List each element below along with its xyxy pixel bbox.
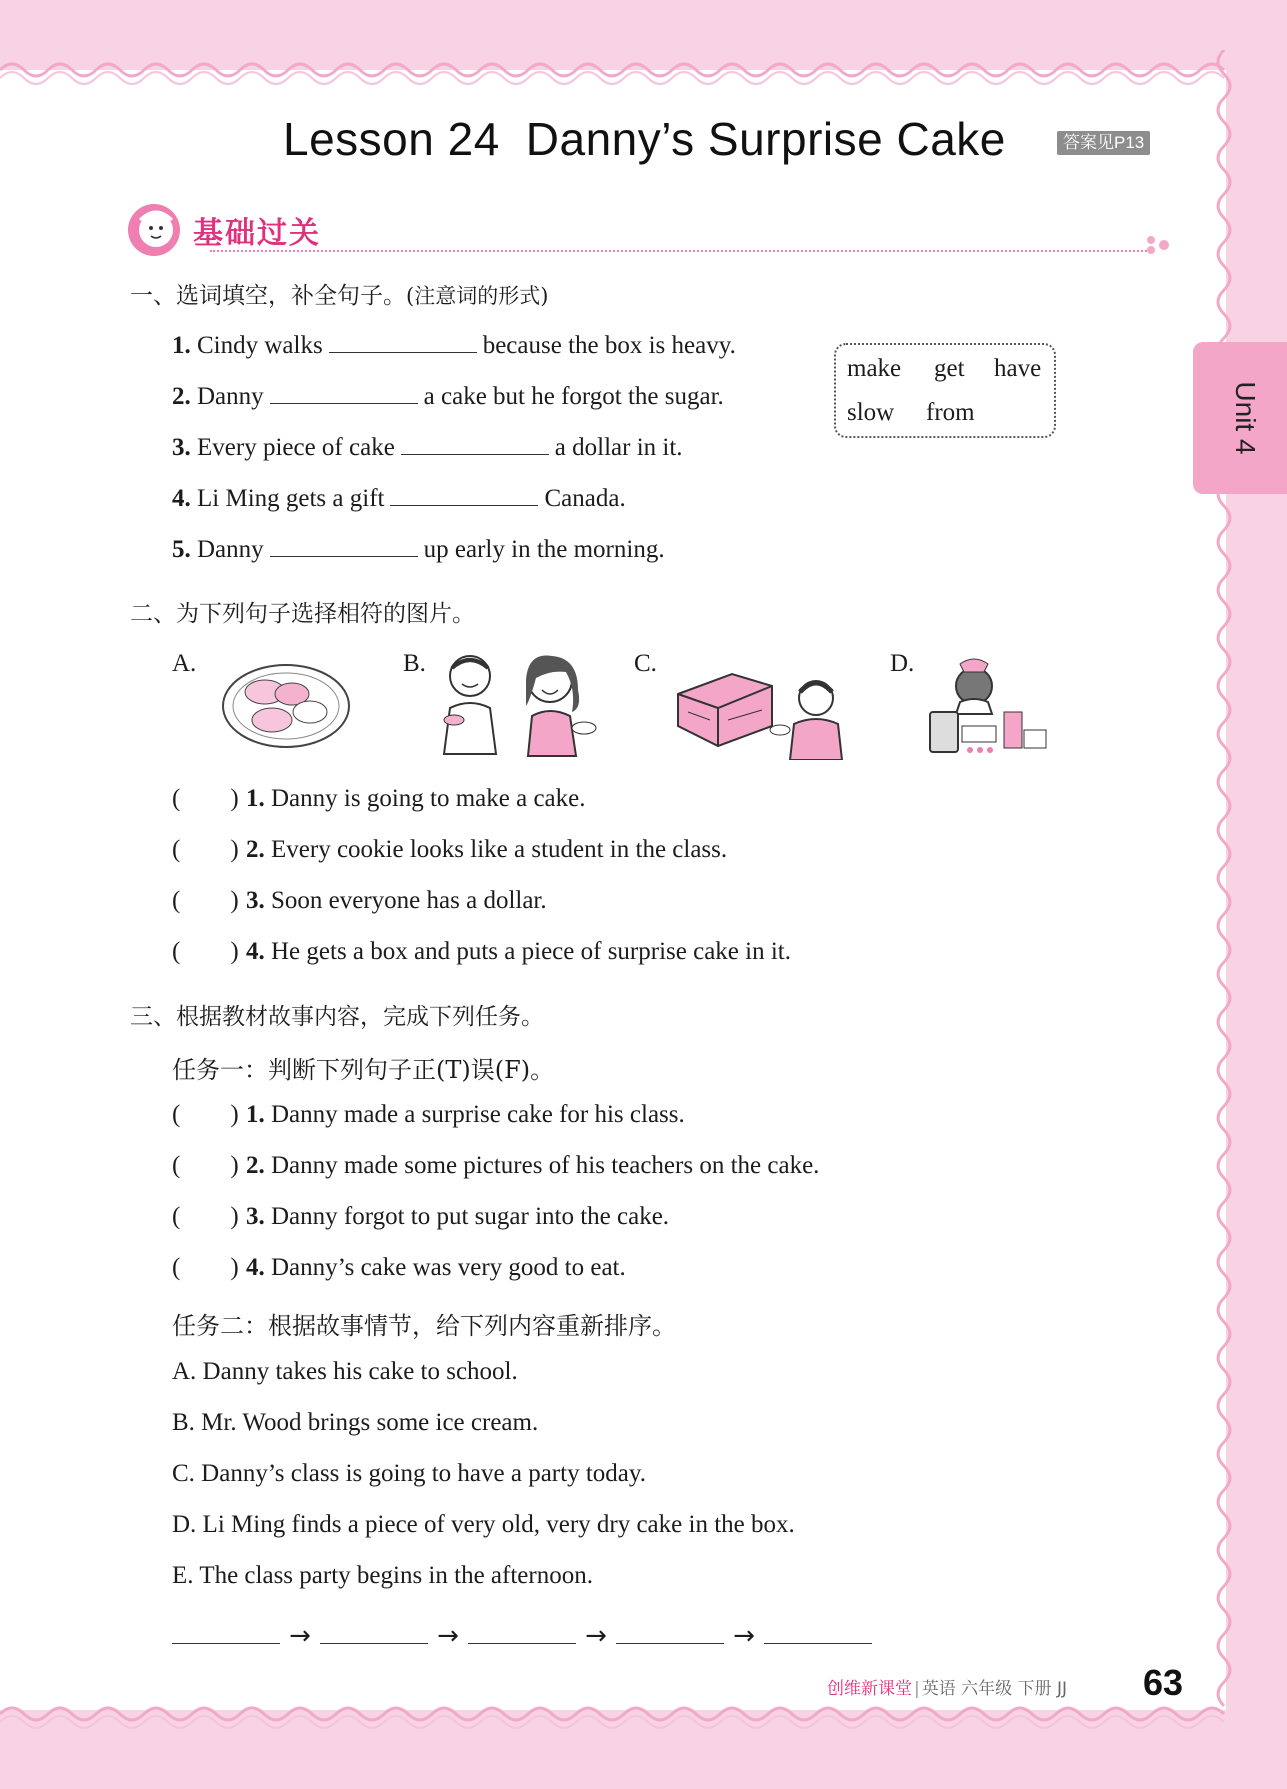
answer-blank[interactable] <box>270 381 418 404</box>
question-3-heading: 三、根据教材故事内容，完成下列任务。 <box>130 1004 544 1030</box>
item-text: Every cookie looks like a student in the class. <box>271 836 728 863</box>
item-text-before: Danny <box>197 383 264 410</box>
answer-bracket[interactable]: ( ) <box>172 1203 239 1230</box>
word-bank-item: from <box>926 399 975 426</box>
item-text: Danny made a surprise cake for his class. <box>271 1101 685 1128</box>
item-text-before: Li Ming gets a gift <box>197 485 385 512</box>
item-number: 1. <box>246 1101 265 1128</box>
word-bank-item: have <box>994 355 1042 382</box>
q1-item-3 <box>172 432 683 463</box>
lesson-title <box>283 112 1006 166</box>
item-number: 1. <box>172 332 191 359</box>
question-1-note: (注意词的形式) <box>406 284 549 308</box>
q1-item-4 <box>172 483 626 514</box>
answer-blank[interactable] <box>329 330 477 353</box>
question-1-title: 一、选词填空，补全句子。 <box>130 283 406 309</box>
answer-blank[interactable] <box>401 432 549 455</box>
item-number: 4. <box>246 938 265 965</box>
lesson-number: Lesson 24 <box>283 113 500 165</box>
item-number: 3. <box>246 1203 265 1230</box>
answer-bracket[interactable]: ( ) <box>172 1152 239 1179</box>
q1-item-2 <box>172 381 724 412</box>
task1-item-3 <box>172 1202 669 1232</box>
item-number: 4. <box>246 1254 265 1281</box>
item-text-after: up early in the morning. <box>423 536 665 563</box>
lesson-name: Danny’s Surprise Cake <box>525 113 1006 165</box>
q2-item-2 <box>172 835 727 865</box>
answer-bracket[interactable]: ( ) <box>172 785 239 812</box>
sequence-blank[interactable] <box>764 1615 872 1644</box>
item-number: 3. <box>172 434 191 461</box>
answer-bracket[interactable]: ( ) <box>172 1254 239 1281</box>
picture-label-d: D. <box>890 650 915 677</box>
unit-tab-label: Unit 4 <box>1230 381 1261 455</box>
item-text-after: a dollar in it. <box>554 434 683 461</box>
item-text-after: a cake but he forgot the sugar. <box>423 383 724 410</box>
girl-mascot-icon <box>126 202 186 258</box>
sequence-blank[interactable] <box>320 1615 428 1644</box>
task2-item-a: A. Danny takes his cake to school. <box>172 1358 518 1385</box>
word-bank-item: make <box>847 355 902 382</box>
question-1-heading <box>130 277 548 310</box>
word-bank-item: slow <box>847 399 895 426</box>
arrow-right-icon: → <box>733 1621 755 1651</box>
answer-bracket[interactable]: ( ) <box>172 836 239 863</box>
item-text: Soon everyone has a dollar. <box>271 887 547 914</box>
sequence-blank[interactable] <box>468 1615 576 1644</box>
item-text: Danny’s cake was very good to eat. <box>271 1254 626 1281</box>
section-title: 基础过关 <box>193 216 321 251</box>
page-footer <box>827 1674 1067 1699</box>
item-number: 1. <box>246 785 265 812</box>
task-1-heading: 任务一：判断下列句子正(T)误(F)。 <box>172 1056 555 1084</box>
sequence-blank[interactable] <box>616 1615 724 1644</box>
task2-item-e: E. The class party begins in the afternoon. <box>172 1562 593 1589</box>
task1-item-4 <box>172 1253 626 1283</box>
task1-item-2 <box>172 1151 819 1181</box>
unit-side-tab[interactable] <box>1193 342 1287 494</box>
footer-brand: 创维新课堂 <box>827 1679 912 1699</box>
q1-item-5 <box>172 534 665 565</box>
item-text: Danny is going to make a cake. <box>271 785 586 812</box>
cookie-plate-icon <box>220 660 352 752</box>
task1-item-1 <box>172 1100 685 1130</box>
word-bank-item: get <box>934 355 965 382</box>
q1-item-1 <box>172 330 736 361</box>
question-2-heading: 二、为下列句子选择相符的图片。 <box>130 601 475 627</box>
answer-bracket[interactable]: ( ) <box>172 887 239 914</box>
item-text-before: Every piece of cake <box>197 434 395 461</box>
q2-item-4 <box>172 937 791 967</box>
section-divider <box>210 250 1150 252</box>
item-number: 2. <box>246 836 265 863</box>
item-text-before: Danny <box>197 536 264 563</box>
q2-item-1 <box>172 784 586 814</box>
item-number: 3. <box>246 887 265 914</box>
answer-bracket[interactable]: ( ) <box>172 938 239 965</box>
sequence-blank[interactable] <box>172 1615 280 1644</box>
item-text: He gets a box and puts a piece of surprise cake in it. <box>271 938 791 965</box>
q2-item-3 <box>172 886 547 916</box>
item-number: 2. <box>246 1152 265 1179</box>
item-number: 4. <box>172 485 191 512</box>
arrow-right-icon: → <box>437 1621 459 1651</box>
word-bank-box <box>834 343 1056 438</box>
item-number: 2. <box>172 383 191 410</box>
task2-item-b: B. Mr. Wood brings some ice cream. <box>172 1409 539 1436</box>
gift-box-boy-icon <box>676 668 846 760</box>
answer-blank[interactable] <box>390 483 538 506</box>
task2-item-d: D. Li Ming finds a piece of very old, very dry cake in the box. <box>172 1511 795 1538</box>
footer-separator: | <box>914 1679 920 1699</box>
arrow-right-icon: → <box>585 1621 607 1651</box>
item-text-after: Canada. <box>544 485 626 512</box>
item-text: Danny forgot to put sugar into the cake. <box>271 1203 670 1230</box>
page-number: 63 <box>1143 1662 1184 1703</box>
picture-label-c: C. <box>634 650 657 677</box>
answer-reference-badge: 答案见P13 <box>1057 131 1150 155</box>
item-number: 5. <box>172 536 191 563</box>
item-text-before: Cindy walks <box>197 332 323 359</box>
item-text-after: because the box is heavy. <box>482 332 736 359</box>
baking-boy-icon <box>926 654 1056 758</box>
picture-label-a: A. <box>172 650 197 677</box>
answer-bracket[interactable]: ( ) <box>172 1101 239 1128</box>
arrow-right-icon: → <box>289 1621 311 1651</box>
decorative-dots-icon <box>1145 235 1175 255</box>
boy-girl-cookies-icon <box>432 650 602 758</box>
item-text: Danny made some pictures of his teachers on the cake. <box>271 1152 820 1179</box>
footer-info: 英语 六年级 下册 JJ <box>921 1679 1067 1699</box>
answer-blank[interactable] <box>270 534 418 557</box>
picture-label-b: B. <box>403 650 426 677</box>
sequence-answer-row <box>172 1615 872 1651</box>
task2-item-c: C. Danny’s class is going to have a party today. <box>172 1460 646 1487</box>
task-2-heading: 任务二：根据故事情节，给下列内容重新排序。 <box>172 1312 676 1340</box>
